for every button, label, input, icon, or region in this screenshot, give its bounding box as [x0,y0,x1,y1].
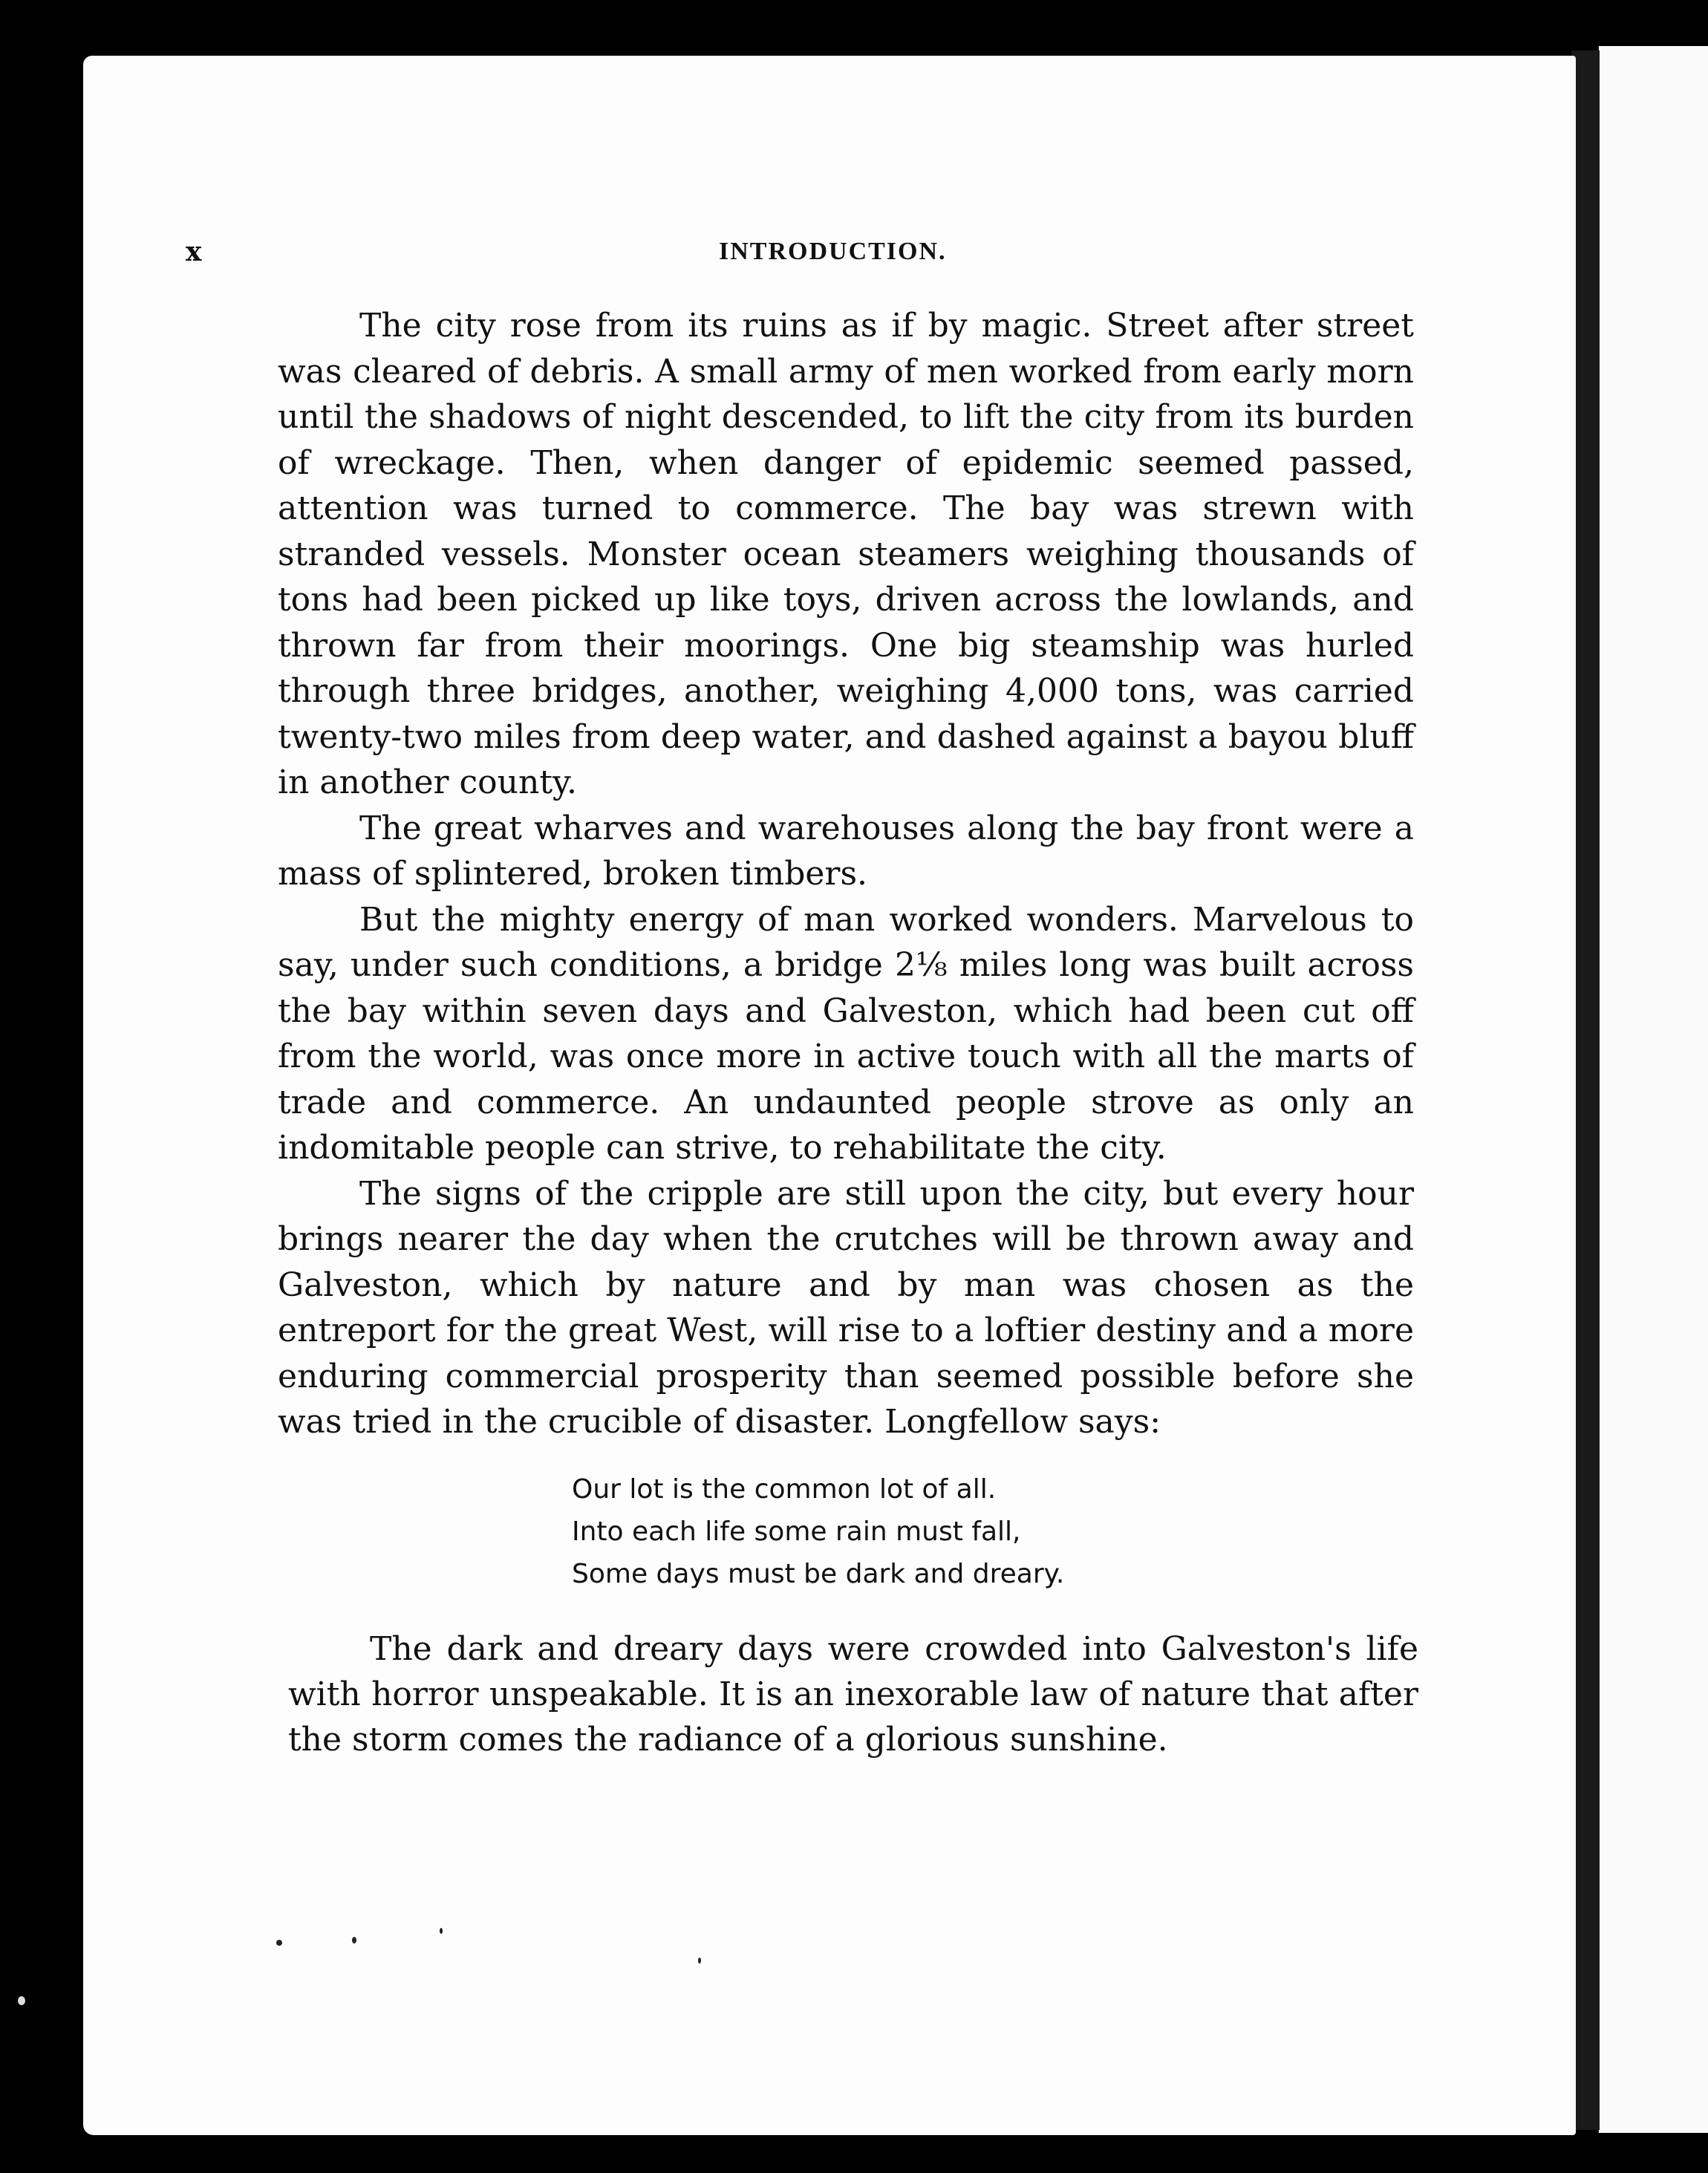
scan-speck [18,1996,25,2005]
paragraph-4: The signs of the cripple are still upon the city, but every hour brings nearer the day when the crutches will be thrown away and Galveston, which by nature and by man was chosen as the entreport for the great West, will rise to a loftier destiny and a more enduring commercial prosperity than seemed possible before she was tried in the crucible of disaster. Longfellow says: [278,1174,1414,1441]
paragraph-1: The city rose from its ruins as if by magic. Street after street was cleared of debris. A small army of men worked from early morn until the shadows of night descended, to lift the city from its burden of wreckage. Then, when danger of epidemic seemed passed, attention was turned to commerce. The bay was strewn with stranded vessels. Monster ocean steamers weighing thousands of tons had been picked up like toys, driven across the lowlands, and thrown far from their moorings. One big steamship was hurled through three bridges, another, weighing 4,000 tons, was carried twenty-two miles from deep water, and dashed against a bayou bluff in another county. [278,307,1414,801]
poem-line-3: Some days must be dark and dreary. [572,1559,1065,1589]
paragraph-2: The great wharves and warehouses along the bay front were a mass of splintered, broken timbers. [278,809,1414,893]
adjacent-page-edge [1597,46,1708,2133]
page-number: x [186,236,202,267]
poem-line-2: Into each life some rain must fall, [572,1516,1021,1547]
scan-speck [352,1937,356,1944]
body-text [278,303,1414,1445]
poem-line-1: Our lot is the common lot of all. [572,1474,997,1505]
page-header [0,236,1708,269]
scan-speck [440,1928,443,1934]
closing-paragraph: The dark and dreary days were crowded into Galveston's life with horror unspeakable. It is an inexorable law of nature that after the storm comes the radiance of a glorious sunshine. [288,1630,1418,1759]
paragraph-3: But the mighty energy of man worked wonders. Marvelous to say, under such conditions, a bridge 2⅛ miles long was built across the bay within seven days and Galveston, which had been cut off from the world, was once more in active touch with all the marts of trade and commerce. An undaunted people strove as only an indomitable people can strive, to rehabilitate the city. [278,900,1414,1167]
poem-quote [572,1468,1064,1595]
running-head: INTRODUCTION. [719,238,947,265]
scan-speck [698,1958,701,1964]
scan-speck [276,1940,282,1946]
